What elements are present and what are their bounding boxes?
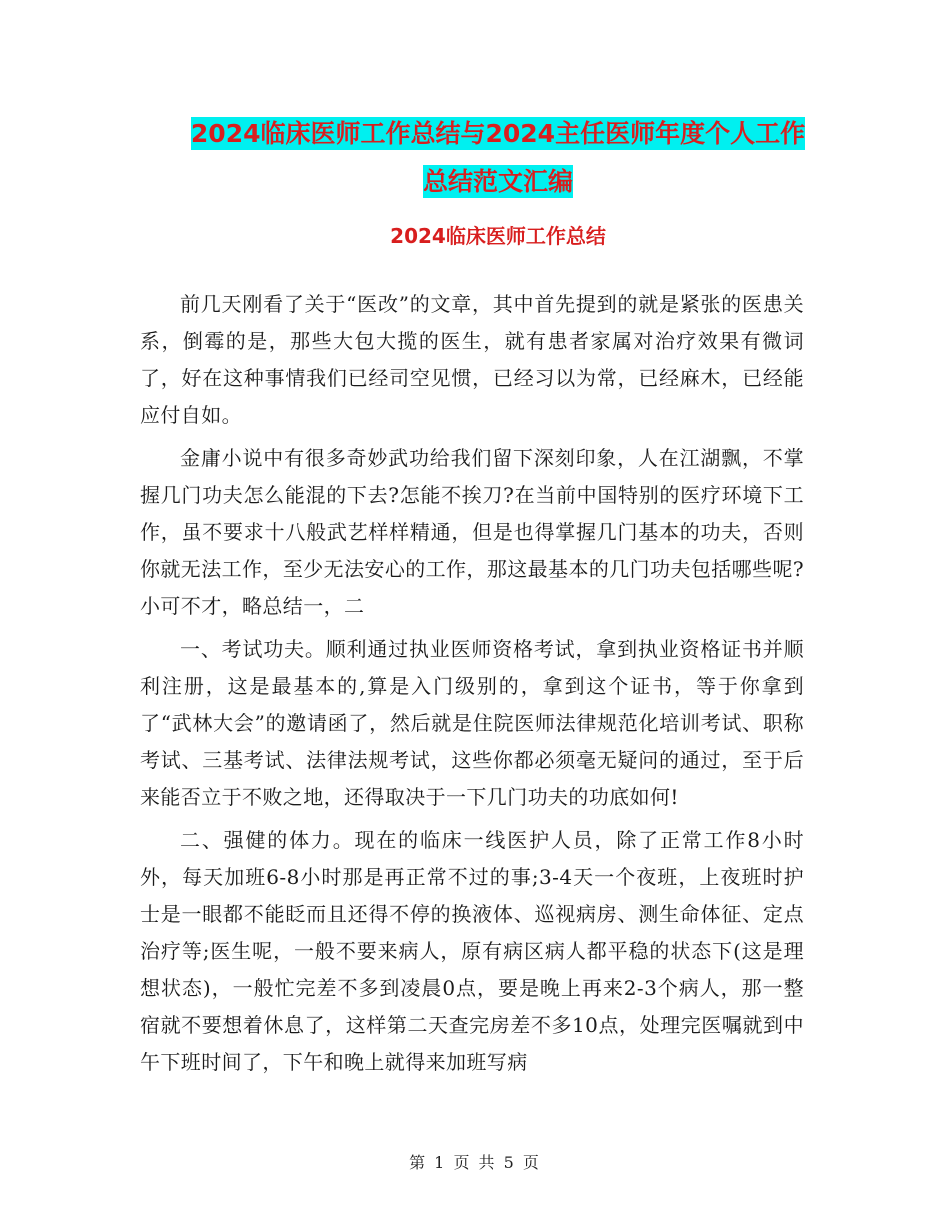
document-title-line1: 2024临床医师工作总结与2024主任医师年度个人工作	[190, 119, 806, 148]
paragraph-2: 金庸小说中有很多奇妙武功给我们留下深刻印象，人在江湖飘，不掌握几门功夫怎么能混的下去?怎能不挨刀?在当前中国特别的医疗环境下工作，虽不要求十八般武艺样样精通，但是也得掌握几门基本的功夫，否则你就无法工作，至少无法安心的工作，那这最基本的几门功夫包括哪些呢?小可不才，略总结一，二	[140, 446, 804, 618]
document-body	[140, 286, 804, 1087]
paragraph-1: 前几天刚看了关于“医改”的文章，其中首先提到的就是紧张的医患关系，倒霉的是，那些大包大揽的医生，就有患者家属对治疗效果有微词了，好在这种事情我们已经司空见惯，已经习以为常，已经麻木，已经能应付自如。	[140, 292, 804, 427]
section-title: 2024临床医师工作总结	[390, 224, 606, 248]
paragraph-4: 二、强健的体力。现在的临床一线医护人员，除了正常工作8小时外，每天加班6-8小时那是再正常不过的事;3-4天一个夜班，上夜班时护士是一眼都不能眨而且还得不停的换液体、巡视病房、测生命体征、定点治疗等;医生呢，一般不要来病人，原有病区病人都平稳的状态下(这是理想状态)，一般忙完差不多到凌晨0点，要是晚上再来2-3个病人，那一整宿就不要想着休息了，这样第二天查完房差不多10点，处理完医嘱就到中午下班时间了，下午和晚上就得来加班写病	[140, 828, 804, 1074]
paragraph-3: 一、考试功夫。顺利通过执业医师资格考试，拿到执业资格证书并顺利注册，这是最基本的,算是入门级别的，拿到这个证书，等于你拿到了“武林大会”的邀请函了，然后就是住院医师法律规范化培训考试、职称考试、三基考试、法律法规考试，这些你都必须毫无疑问的通过，至于后来能否立于不败之地，还得取决于一下几门功夫的功底如何!	[140, 637, 804, 809]
document-title	[140, 110, 856, 206]
document-title-line2: 总结范文汇编	[422, 167, 573, 196]
page-number-footer: 第 1 页 共 5 页	[409, 1153, 541, 1172]
